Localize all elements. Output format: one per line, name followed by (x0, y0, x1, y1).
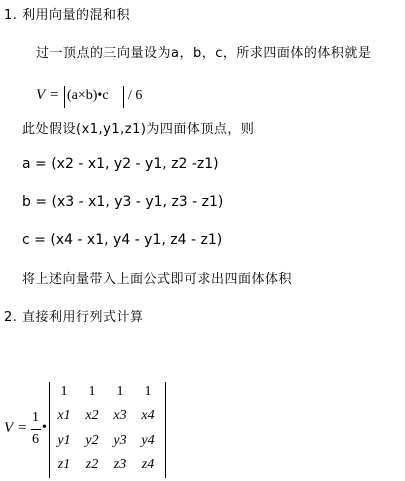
vector-b: b = (x3 - x1, y3 - y1, z3 - z1) (22, 194, 224, 210)
matrix-cell: x2 (85, 408, 99, 423)
conclusion-text: 将上述向量带入上面公式即可求出四面体体积 (22, 272, 293, 287)
formula1-v: V (36, 87, 46, 103)
matrix-cell: y1 (57, 433, 71, 448)
formula2-equals: = (18, 420, 27, 436)
formula1-equals: = (50, 87, 59, 103)
formula2-numerator: 1 (32, 410, 39, 425)
fraction-line (31, 429, 41, 430)
vector-c: c = (x4 - x1, y4 - y1, z4 - z1) (22, 232, 223, 248)
matrix-cell: y4 (141, 433, 155, 448)
matrix-cell: x3 (113, 408, 127, 423)
formula1-tail: / 6 (128, 88, 143, 103)
formula2-lhs: V (4, 420, 14, 436)
section-2-heading: 2. 直接利用行列式计算 (4, 310, 144, 325)
matrix-cell: 1 (60, 384, 68, 399)
matrix-cell: z4 (141, 457, 155, 472)
volume-formula-2 (4, 382, 174, 478)
matrix-cell: y3 (113, 433, 127, 448)
formula2-dot: • (42, 420, 47, 435)
volume-formula-1 (36, 86, 166, 108)
abs-bar-right (123, 86, 124, 108)
matrix-cell: 1 (116, 384, 124, 399)
matrix-cell: z3 (113, 457, 127, 472)
matrix-cell: 1 (88, 384, 96, 399)
abs-bar-left (64, 86, 65, 108)
formula1-inner: (a×b)•c (67, 88, 109, 103)
formula2-denominator: 6 (32, 432, 39, 447)
matrix-cell: x4 (141, 408, 155, 423)
matrix-cell: y2 (85, 433, 99, 448)
matrix-cell: x1 (57, 408, 71, 423)
intro-text: 过一顶点的三向量设为a，b，c，所求四面体的体积就是 (36, 46, 372, 61)
vector-a: a = (x2 - x1, y2 - y1, z2 -z1) (22, 156, 219, 172)
determinant-bar-right (165, 382, 166, 478)
assumption-text: 此处假设(x1,y1,z1)为四面体顶点，则 (22, 122, 255, 137)
matrix-cell: z1 (57, 457, 71, 472)
section-1-heading: 1. 利用向量的混和积 (4, 8, 131, 23)
matrix-cell: 1 (144, 384, 152, 399)
matrix-cell: z2 (85, 457, 99, 472)
